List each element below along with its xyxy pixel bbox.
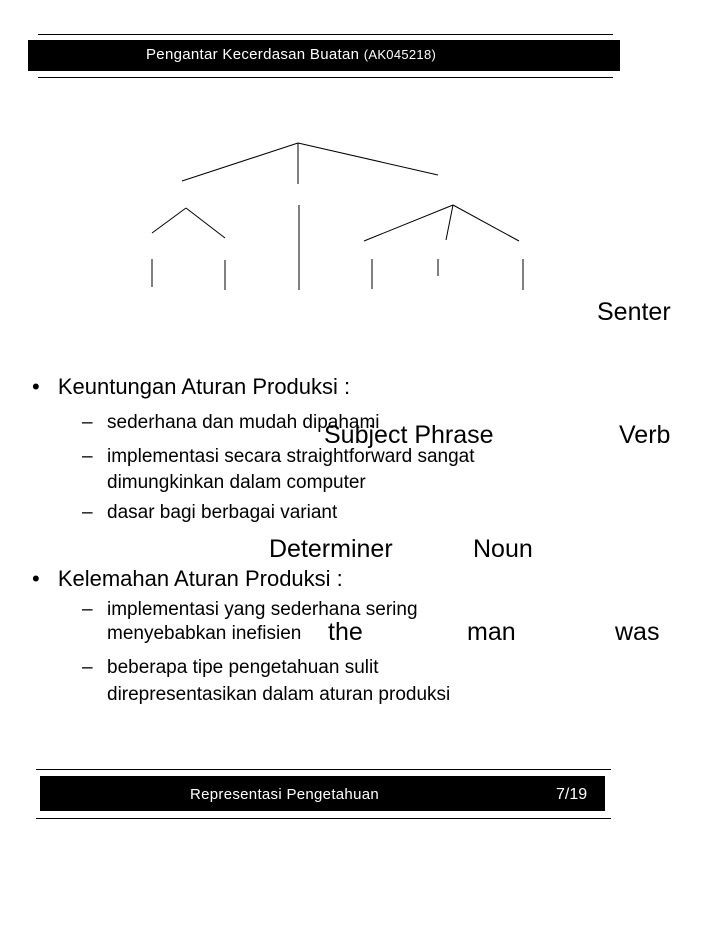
tree-edge — [453, 205, 519, 241]
tree-word-the: the — [328, 618, 363, 646]
tree-label-determiner: Determiner — [269, 535, 393, 563]
tree-edge — [446, 205, 453, 240]
tree-label-verb: Verb — [619, 421, 671, 449]
footer-top-rule — [36, 769, 611, 770]
bullet-marker: • — [32, 374, 40, 399]
dash-marker: – — [82, 599, 93, 620]
tree-word-was: was — [615, 618, 660, 646]
list-item-continuation: dimungkinkan dalam computer — [107, 472, 366, 493]
bullet-keuntungan — [32, 374, 350, 400]
dash-marker: – — [82, 446, 93, 467]
list-item: dasar bagi berbagai variant — [107, 502, 338, 523]
tree-edge — [182, 143, 298, 181]
list-item: implementasi yang sederhana sering — [107, 599, 418, 620]
list-item: implementasi secara straightforward sangat — [107, 446, 475, 467]
bullet-kelemahan — [32, 566, 343, 592]
tree-label-sentence: Senter — [597, 298, 671, 326]
tree-label-noun: Noun — [473, 535, 533, 563]
dash-marker: – — [82, 657, 93, 678]
header-course-code: (AK045218) — [363, 47, 437, 62]
tree-label-subject-phrase: Subject Phrase — [324, 421, 494, 449]
dash-marker: – — [82, 502, 93, 523]
section-heading: Keuntungan Aturan Produksi : — [57, 374, 351, 399]
tree-edge — [364, 205, 453, 241]
dash-marker: – — [82, 412, 93, 433]
tree-edge — [186, 208, 225, 238]
page-number: 7/19 — [556, 786, 588, 803]
footer-title: Representasi Pengetahuan — [190, 786, 380, 803]
list-item-continuation: menyebabkan inefisien — [107, 623, 302, 644]
list-item: beberapa tipe pengetahuan sulit — [107, 657, 379, 678]
header-title-text: Pengantar Kecerdasan Buatan — [146, 46, 360, 63]
tree-word-man: man — [467, 618, 516, 646]
list-item-continuation: direpresentasikan dalam aturan produksi — [107, 684, 451, 705]
section-heading: Kelemahan Aturan Produksi : — [57, 566, 343, 591]
bullet-marker: • — [32, 566, 40, 591]
footer-bottom-rule — [36, 818, 611, 819]
tree-edge — [152, 208, 186, 233]
list-item: sederhana dan mudah dipahami — [107, 412, 380, 433]
tree-edge — [298, 143, 438, 175]
